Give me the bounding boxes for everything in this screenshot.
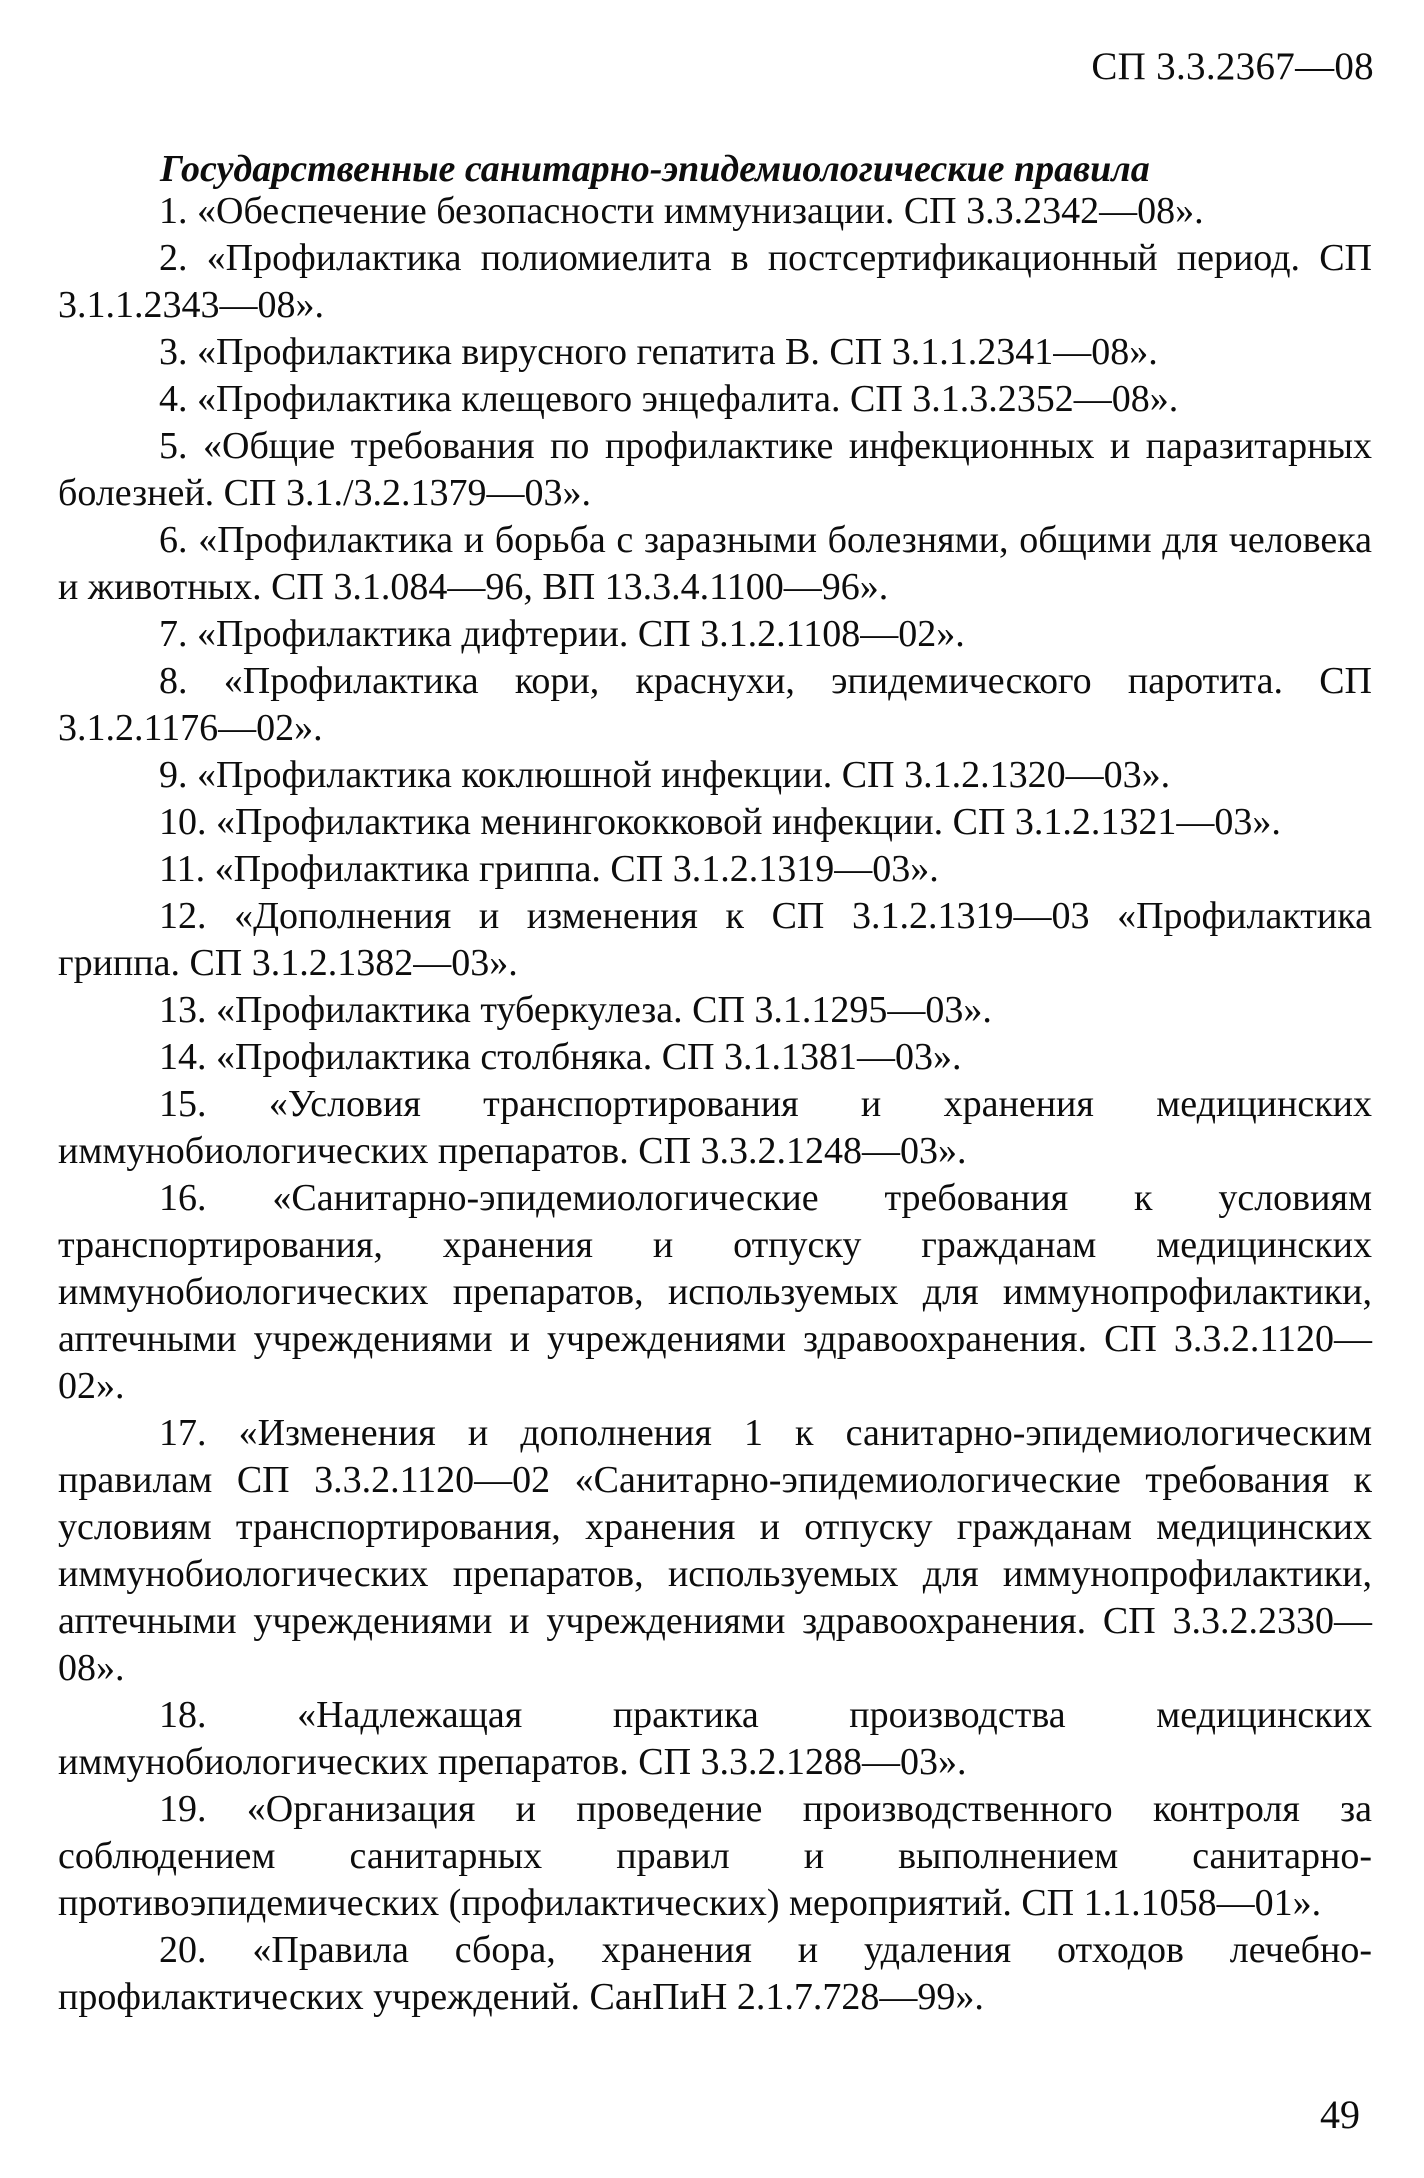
running-head: СП 3.3.2367—08 [1091, 45, 1374, 88]
list-item: 7. «Профилактика дифтерии. СП 3.1.2.1108—02». [159, 613, 965, 655]
list-item: 11. «Профилактика гриппа. СП 3.1.2.1319—03». [159, 848, 939, 890]
list-item: 14. «Профилактика столбняка. СП 3.1.1381—03». [159, 1036, 962, 1078]
list-item: 16. «Санитарно-эпидемиологические требования к условиям транспортирования, хранения и отпуску гражданам медицинских иммунобиологических препаратов, используемых для иммунопрофилактики, аптечными учреждениями и учреждениями здравоохранения. СП 3.3.2.1120—02». [58, 1177, 1372, 1407]
list-item: 15. «Условия транспортирования и хранения медицинских иммунобиологических препаратов. СП 3.3.2.1248—03». [58, 1083, 1372, 1172]
list-item: 13. «Профилактика туберкулеза. СП 3.1.1295—03». [159, 989, 992, 1031]
list-item: 10. «Профилактика менингококковой инфекции. СП 3.1.2.1321—03». [159, 801, 1281, 843]
list-item: 8. «Профилактика кори, краснухи, эпидемического паротита. СП 3.1.2.1176—02». [58, 660, 1372, 749]
list-item: 12. «Дополнения и изменения к СП 3.1.2.1319—03 «Профилактика гриппа. СП 3.1.2.1382—03». [58, 895, 1372, 984]
list-item: 1. «Обеспечение безопасности иммунизации. СП 3.3.2342—08». [159, 190, 1204, 232]
list-item: 4. «Профилактика клещевого энцефалита. СП 3.1.3.2352—08». [159, 378, 1179, 420]
list-item: 5. «Общие требования по профилактике инфекционных и паразитарных болезней. СП 3.1./3.2.1379—03». [58, 425, 1372, 514]
section-heading: Государственные санитарно-эпидемиологические правила [160, 148, 1150, 190]
list-item: 3. «Профилактика вирусного гепатита В. СП 3.1.1.2341—08». [159, 331, 1158, 373]
list-item: 19. «Организация и проведение производственного контроля за соблюдением санитарных правил и выполнением санитарно-противоэпидемических (профилактических) мероприятий. СП 1.1.1058—01». [58, 1788, 1372, 1924]
list-item: 9. «Профилактика коклюшной инфекции. СП 3.1.2.1320—03». [159, 754, 1171, 796]
regulations-list [58, 188, 1372, 2021]
list-item: 6. «Профилактика и борьба с заразными болезнями, общими для человека и животных. СП 3.1.084—96, ВП 13.3.4.1100—96». [58, 519, 1372, 608]
list-item: 2. «Профилактика полиомиелита в постсертификационный период. СП 3.1.1.2343—08». [58, 237, 1372, 326]
page-number: 49 [1320, 2092, 1360, 2137]
list-item: 20. «Правила сбора, хранения и удаления отходов лечебно-профилактических учреждений. СанПиН 2.1.7.728—99». [58, 1929, 1372, 2018]
list-item: 17. «Изменения и дополнения 1 к санитарно-эпидемиологическим правилам СП 3.3.2.1120—02 «Санитарно-эпидемиологические требования к условиям транспортирования, хранения и отпуску гражданам медицинских иммунобиологических препаратов, используемых для иммунопрофилактики, аптечными учреждениями и учреждениями здравоохранения. СП 3.3.2.2330—08». [58, 1412, 1372, 1689]
list-item: 18. «Надлежащая практика производства медицинских иммунобиологических препаратов. СП 3.3.2.1288—03». [58, 1694, 1372, 1783]
